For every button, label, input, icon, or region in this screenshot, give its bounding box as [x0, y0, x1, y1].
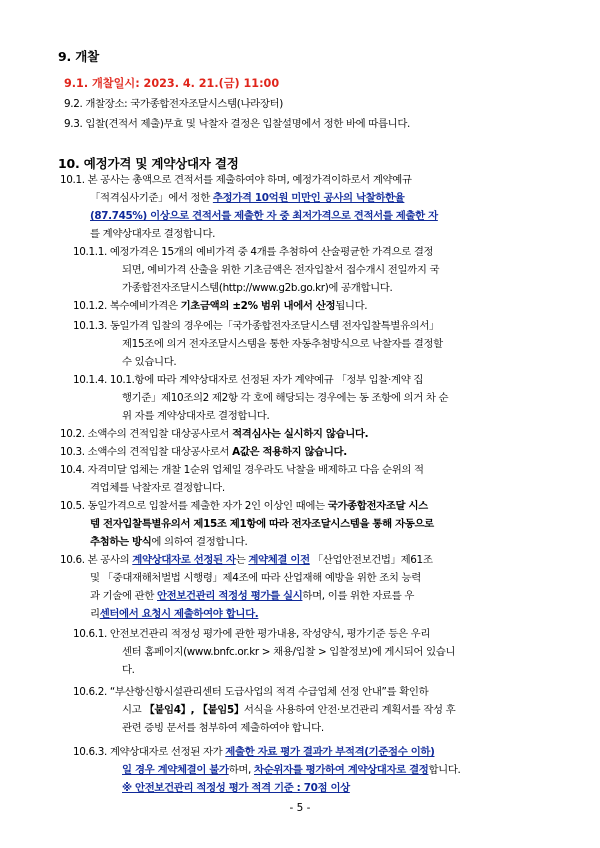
- p10-6-text-f: 리: [90, 608, 100, 620]
- p10-6-1-line-1: 10.6.1. 안전보건관리 적정성 평가에 관한 평가내용, 작성양식, 평가기준 등은 우리: [73, 628, 431, 640]
- p10-6-2-attachments: 【붙임4】, 【붙임5】: [144, 704, 244, 716]
- p10-6-highlight-a: 계약상대자로 선정된 자: [132, 554, 236, 566]
- page-number: - 5 -: [289, 802, 311, 814]
- p10-5-bold-c: 추첨하는 방식: [90, 536, 152, 548]
- p10-4-line-2: 격업체를 낙찰자로 결정합니다.: [90, 482, 225, 494]
- p10-6-line-3: [90, 589, 414, 603]
- p10-5-line-3: [90, 535, 247, 549]
- p10-1-1-line-2: 되면, 예비가격 산출을 위한 기초금액은 전자입찰서 접수개시 전일까지 국: [122, 264, 440, 276]
- p10-6-text-c: 「산업안전보건법」제61조: [309, 554, 433, 566]
- p10-1-3-line-2: 제15조에 의거 전자조달시스템을 통한 자동추첨방식으로 낙찰자를 결정할: [122, 338, 443, 350]
- p10-2: [60, 427, 368, 441]
- p10-6-2-text-a: 시고: [122, 704, 145, 716]
- p10-5-text-a: 10.5. 동일가격으로 입찰서를 제출한 자가 2인 이상인 때에는: [60, 500, 328, 512]
- p10-6-text-b: 는: [235, 554, 249, 566]
- p10-6-highlight-c: 안전보건관리 적정성 평가를 실시: [156, 590, 303, 602]
- p10-6-text-d: 과 기술에 관한: [90, 590, 157, 602]
- p10-6-3-line-1: [73, 745, 434, 759]
- p10-6-3-line-2: [122, 763, 460, 777]
- p10-1-line-1: 10.1. 본 공사는 총액으로 견적서를 제출하여야 하며, 예정가격이하로서 계약예규: [60, 174, 412, 186]
- p10-6-3-highlight-c: 차순위자를 평가하여 계약상대자로 결정: [253, 764, 429, 776]
- p10-6-2-line-3: 관련 증빙 문서를 첨부하여 제출하여야 합니다.: [122, 722, 324, 734]
- p10-6-3-highlight-b: 일 경우 계약체결이 불가: [122, 764, 229, 776]
- p10-1-highlight-a: 추정가격 10억원 미만인 공사의 낙찰하한율: [212, 192, 405, 204]
- section-9-heading: 9. 개찰: [58, 49, 99, 64]
- p10-1-1-line-3: 가종합전자조달시스템(http://www.g2b.go.kr)에 공개합니다.: [122, 282, 393, 294]
- p10-6-highlight-b: 계약체결 이전: [248, 554, 310, 566]
- p10-1-3-line-1: 10.1.3. 동일가격 입찰의 경우에는「국가종합전자조달시스템 전자입찰특별유의서」: [73, 320, 440, 332]
- p10-5-line-1: [60, 499, 428, 513]
- section-9-3-invalid-bid: 9.3. 입찰(견적서 제출)무효 및 낙찰자 결정은 입찰설명에서 정한 바에 따릅니다.: [64, 118, 410, 130]
- p10-6-3-text-a: 10.6.3. 계약상대자로 선정된 자가: [73, 746, 226, 758]
- p10-1-highlight-b: (87.745%) 이상으로 견적서를 제출한 자 중 최저가격으로 견적서를 제출한 자: [90, 210, 438, 222]
- p10-3-text: 10.3. 소액수의 견적입찰 대상공사로서: [60, 446, 233, 458]
- p10-3: [60, 445, 347, 459]
- p10-1-3-line-3: 수 있습니다.: [122, 356, 177, 368]
- p10-1-line-2-text: 「적격심사기준」에서 정한: [90, 192, 213, 204]
- p10-6-1-line-3: 다.: [122, 664, 135, 676]
- p10-6-line-1: [60, 553, 433, 567]
- p10-1-line-2: [90, 191, 404, 205]
- p10-6-line-4: [90, 607, 258, 621]
- p10-6-line-2: 및 「중대재해처벌법 시행령」제4조에 따라 산업재해 예방을 위한 조치 능력: [90, 572, 421, 584]
- p10-6-text-e: 하며, 이를 위한 자료를 우: [302, 590, 415, 602]
- p10-1-2-text-c: 됩니다.: [335, 300, 368, 312]
- p10-1-1-line-1: 10.1.1. 예정가격은 15개의 예비가격 중 4개를 추첨하여 산술평균한 가격으로 결정: [73, 246, 434, 258]
- p10-5-bold-a: 국가종합전자조달 시스: [327, 500, 428, 512]
- p10-1-4-line-3: 위 자를 계약상대자로 결정합니다.: [122, 410, 270, 422]
- p10-6-3-criterion-note: ※ 안전보건관리 적정성 평가 적격 기준 : 70점 이상: [122, 782, 350, 794]
- p10-1-2-bold: 기초금액의 ±2% 범위 내에서 산정: [180, 300, 336, 312]
- p10-6-3-text-c: 합니다.: [428, 764, 461, 776]
- p10-6-2-text-b: 서식을 사용하여 안전·보건관리 계획서를 작성 후: [243, 704, 456, 716]
- p10-1-2: [73, 299, 367, 313]
- p10-6-highlight-d: 센터에서 요청시 제출하여야 합니다.: [99, 608, 259, 620]
- p10-2-bold: 적격심사는 실시하지 않습니다.: [232, 428, 369, 440]
- p10-6-2-line-2: [122, 703, 455, 717]
- p10-1-4-line-1: 10.1.4. 10.1.항에 따라 계약상대자로 선정된 자가 계약예규 「정부 입찰·계약 집: [73, 374, 424, 386]
- p10-1-line-4: 를 계약상대자로 결정합니다.: [90, 228, 216, 240]
- p10-6-3-highlight-a: 제출한 자료 평가 결과가 부적격(기준점수 이하): [225, 746, 435, 758]
- p10-6-1-line-2: 센터 홈페이지(www.bnfc.or.kr > 채용/입찰 > 입찰정보)에 게시되어 있습니: [122, 646, 456, 658]
- section-9-1-opening-date: 9.1. 개찰일시: 2023. 4. 21.(금) 11:00: [64, 77, 280, 90]
- p10-6-text-a: 10.6. 본 공사의: [60, 554, 133, 566]
- p10-3-bold: A값은 적용하지 않습니다.: [232, 446, 347, 458]
- p10-5-text-c: 에 의하여 결정합니다.: [151, 536, 248, 548]
- p10-1-4-line-2: 행기준」제10조의2 제2항 각 호에 해당되는 경우에는 동 조항에 의거 차 순: [122, 392, 449, 404]
- p10-2-text: 10.2. 소액수의 견적입찰 대상공사로서: [60, 428, 233, 440]
- p10-1-2-text-a: 10.1.2. 복수예비가격은: [73, 300, 181, 312]
- section-10-heading: 10. 예정가격 및 계약상대자 결정: [58, 156, 239, 171]
- p10-6-2-line-1: 10.6.2. “부산항신항시설관리센터 도급사업의 적격 수급업체 선정 안내”를 확인하: [73, 686, 429, 698]
- p10-4-line-1: 10.4. 자격미달 업체는 개찰 1순위 업체일 경우라도 낙찰을 배제하고 다음 순위의 적: [60, 464, 424, 476]
- p10-5-bold-line-2: 템 전자입찰특별유의서 제15조 제1항에 따라 전자조달시스템을 통해 자동으로: [90, 518, 434, 530]
- section-9-2-opening-place: 9.2. 개찰장소: 국가종합전자조달시스템(나라장터): [64, 98, 283, 110]
- p10-6-3-text-b: 하며,: [228, 764, 254, 776]
